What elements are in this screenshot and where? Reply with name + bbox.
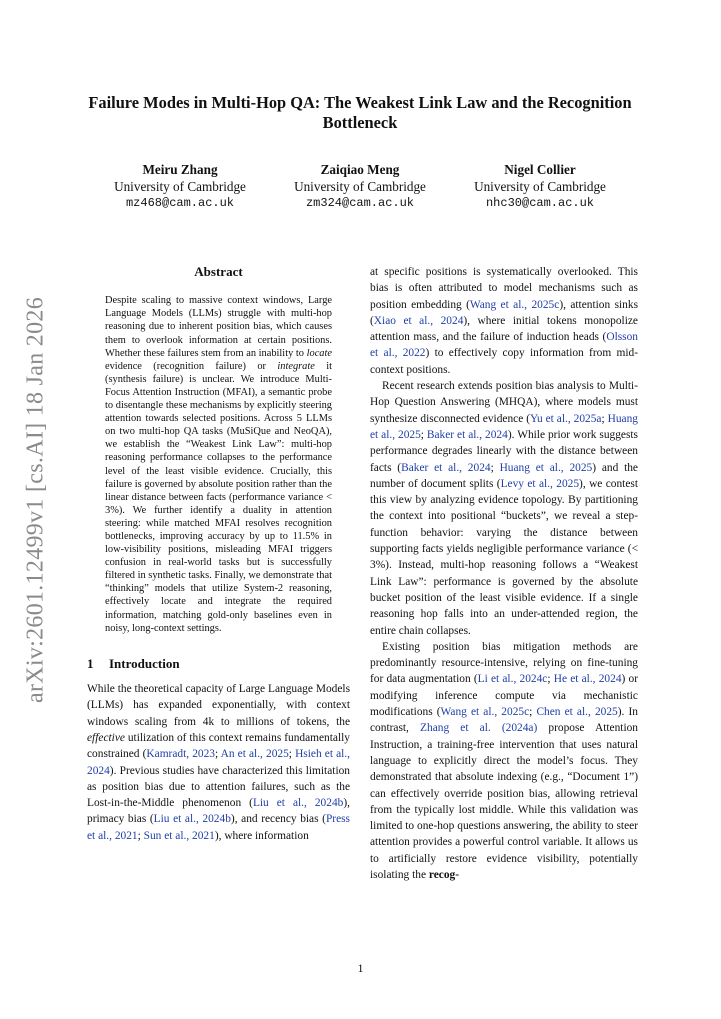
arxiv-sidebar <box>16 296 56 704</box>
citation-link[interactable]: Zhang et al. (2024a) <box>420 722 538 735</box>
citation-link[interactable]: Yu et al., 2025a <box>530 412 602 425</box>
citation-link[interactable]: Hsieh et al., 2024 <box>87 748 350 777</box>
citation-link[interactable]: Huang et al., 2025 <box>370 412 638 441</box>
text-run: ; <box>529 706 537 719</box>
text-run: While the theoretical capacity of Large Language Models (LLMs) has expanded exponentially, with context windows scaling from 4k to millions of tokens, the <box>87 683 350 728</box>
author-affiliation: University of Cambridge <box>294 179 426 194</box>
intro-paragraph <box>87 681 350 844</box>
abstract-emphasis: locate <box>306 347 332 359</box>
text-run: ). In contrast, <box>370 706 638 735</box>
text-run: ), attention sinks ( <box>370 298 638 327</box>
citation-link[interactable]: Wang et al., 2025c <box>440 706 530 719</box>
citation-link[interactable]: Huang et al., 2025 <box>499 461 593 474</box>
text-run: ; <box>288 748 296 761</box>
citation-link[interactable]: An et al., 2025 <box>220 748 289 761</box>
left-column <box>87 264 350 844</box>
text-run: at specific positions is systematically overlooked. This bias is often attributed to model mechanisms such as position embedding ( <box>370 266 638 311</box>
author-3 <box>450 161 630 212</box>
text-run: utilization of this context remains fundamentally constrained ( <box>87 731 350 761</box>
citation-link[interactable]: Liu et al., 2024b <box>252 797 344 810</box>
author-email[interactable]: nhc30@cam.ac.uk <box>485 196 595 210</box>
abstract-emphasis: integrate <box>277 360 315 372</box>
text-run: Recent research extends position bias analysis to Multi-Hop Question Answering (MHQA), where models must synthesize disconnected evidence ( <box>370 380 638 425</box>
paper-title: Failure Modes in Multi-Hop QA: The Weakest Link Law and the Recognition Bottleneck <box>88 93 632 132</box>
text-run: ) and the number of document splits ( <box>370 461 638 490</box>
text-run: ; <box>215 748 221 761</box>
citation-link[interactable]: Baker et al., 2024 <box>426 428 508 441</box>
author-1 <box>90 161 270 212</box>
abstract-text-part: evidence (recognition failure) or <box>105 360 278 372</box>
section-heading-introduction <box>87 656 350 672</box>
abstract-text <box>105 294 332 634</box>
text-run: Existing position bias mitigation methods are predominantly resource-intensive, relying on fine-tuning for data augmentation ( <box>370 640 638 686</box>
citation-link[interactable]: Li et al., 2024c <box>477 673 548 686</box>
body-paragraph <box>370 264 638 378</box>
body-paragraph <box>370 639 638 883</box>
citation-link[interactable]: Kamradt, 2023 <box>146 748 215 761</box>
citation-link[interactable]: Xiao et al., 2024 <box>373 314 464 327</box>
citation-link[interactable]: Liu et al., 2024b <box>153 813 231 826</box>
abstract-text-part: it (synthesis failure) is unclear. We introduce Multi-Focus Attention Instruction (MFAI), a semantic probe to disentangle these mechanisms by explicitly steering attention towards selected positions. Across 5 LLMs on two multi-hop QA tasks (MuSiQue and NeoQA), we establish the “Weakest Link Law”: multi-hop reasoning performance collapses to the performance level of the least visible evidence. Crucially, this failure is governed by absolute position rather than the linear distance between facts (performance variance < 3%). We further identify a duality in attention steering: while matched MFAI resolves recognition bottlenecks, improving accuracy by up to 11.5% in low-visibility positions, misleading MFAI triggers confusion in real-world tasks but is successfully filtered in synthetic tasks. Finally, we demonstrate that “thinking” models that utilize System-2 reasoning, effectively locate and integrate the required information, matching gold-only baselines even in noisy, long-context settings. <box>105 360 333 634</box>
text-run: ) or modifying inference compute via mechanistic modifications ( <box>370 673 638 719</box>
author-name: Zaiqiao Meng <box>320 162 400 177</box>
citation-link[interactable]: He et al., 2024 <box>553 673 622 686</box>
citation-link[interactable]: Levy et al., 2025 <box>500 477 580 490</box>
arxiv-identifier: arXiv:2601.12499v1 [cs.AI] 18 Jan 2026 <box>22 296 49 704</box>
author-block <box>90 161 630 212</box>
citation-link[interactable]: Chen et al., 2025 <box>536 706 618 719</box>
text-run: ). While prior work suggests performance degrades linearly with the distance between facts ( <box>370 428 638 474</box>
text-run: ), where initial tokens monopolize attention mass, and the failure of induction heads ( <box>370 314 638 344</box>
text-run: ), we contest this view by analyzing evidence topology. By partitioning the context into positional “buckets”, we reveal a step-function behavior: varying the distance between supporting facts yields negligible performance variance (< 3%). Instead, multi-hop reasoning follows a “Weakest Link Law”: performance is governed by the absolute bucket position of the least visible evidence. If a single reasoning hop falls into an under-attended region, the entire chain collapses. <box>370 477 638 637</box>
text-run: ). Previous studies have characterized this limitation as position bias due to attention failures, such as the Lost-in-the-Middle phenomenon ( <box>87 764 350 810</box>
author-name: Nigel Collier <box>504 162 576 177</box>
bold-text: recog- <box>428 868 460 881</box>
section-title: Introduction <box>109 655 180 671</box>
text-run: ) to effectively copy information from mid-context positions. <box>370 347 638 376</box>
text-run: ; <box>547 673 554 686</box>
section-number: 1 <box>87 655 94 671</box>
text-run: ; <box>490 461 500 474</box>
author-name: Meiru Zhang <box>142 162 218 177</box>
text-run: ), where information <box>214 829 309 842</box>
text-run: ; <box>420 428 427 441</box>
author-email[interactable]: zm324@cam.ac.uk <box>305 196 415 210</box>
abstract-text-part: Despite scaling to massive context windows, Large Language Models (LLMs) struggle with multi-hop reasoning due to inherent position bias, which causes them to overlook information at certain positions. Whether these failures stem from an inability to <box>105 295 332 359</box>
abstract-heading: Abstract <box>194 264 243 279</box>
text-run: ; <box>137 829 144 842</box>
text-run: propose Attention Instruction, a training-free intervention that uses natural language to explicitly direct the model’s focus. They demonstrated that absolute indexing (e.g., “Document 1”) can effectively override position bias, allowing retrieval from the typically lost middle. While this validation was limited to one-hop questions answering, the ability to steer attention provides a powerful control variable. It allows us to artificially restore evidence visibility, potentially isolating the <box>370 722 638 881</box>
text-run: ; <box>601 412 608 425</box>
author-2 <box>270 161 450 212</box>
text-run: ), primacy bias ( <box>87 797 350 826</box>
page-number: 1 <box>357 961 364 975</box>
citation-link[interactable]: Press et al., 2021 <box>87 813 350 842</box>
author-email[interactable]: mz468@cam.ac.uk <box>125 196 235 210</box>
author-affiliation: University of Cambridge <box>474 179 606 194</box>
body-paragraph <box>370 378 638 639</box>
citation-link[interactable]: Sun et al., 2021 <box>143 829 215 842</box>
right-column <box>370 264 638 883</box>
citation-link[interactable]: Olsson et al., 2022 <box>370 331 638 360</box>
author-affiliation: University of Cambridge <box>114 179 246 194</box>
text-run: ), and recency bias ( <box>230 813 326 826</box>
citation-link[interactable]: Wang et al., 2025c <box>469 298 560 311</box>
citation-link[interactable]: Baker et al., 2024 <box>401 461 491 474</box>
text-emphasis: effective <box>87 731 125 744</box>
